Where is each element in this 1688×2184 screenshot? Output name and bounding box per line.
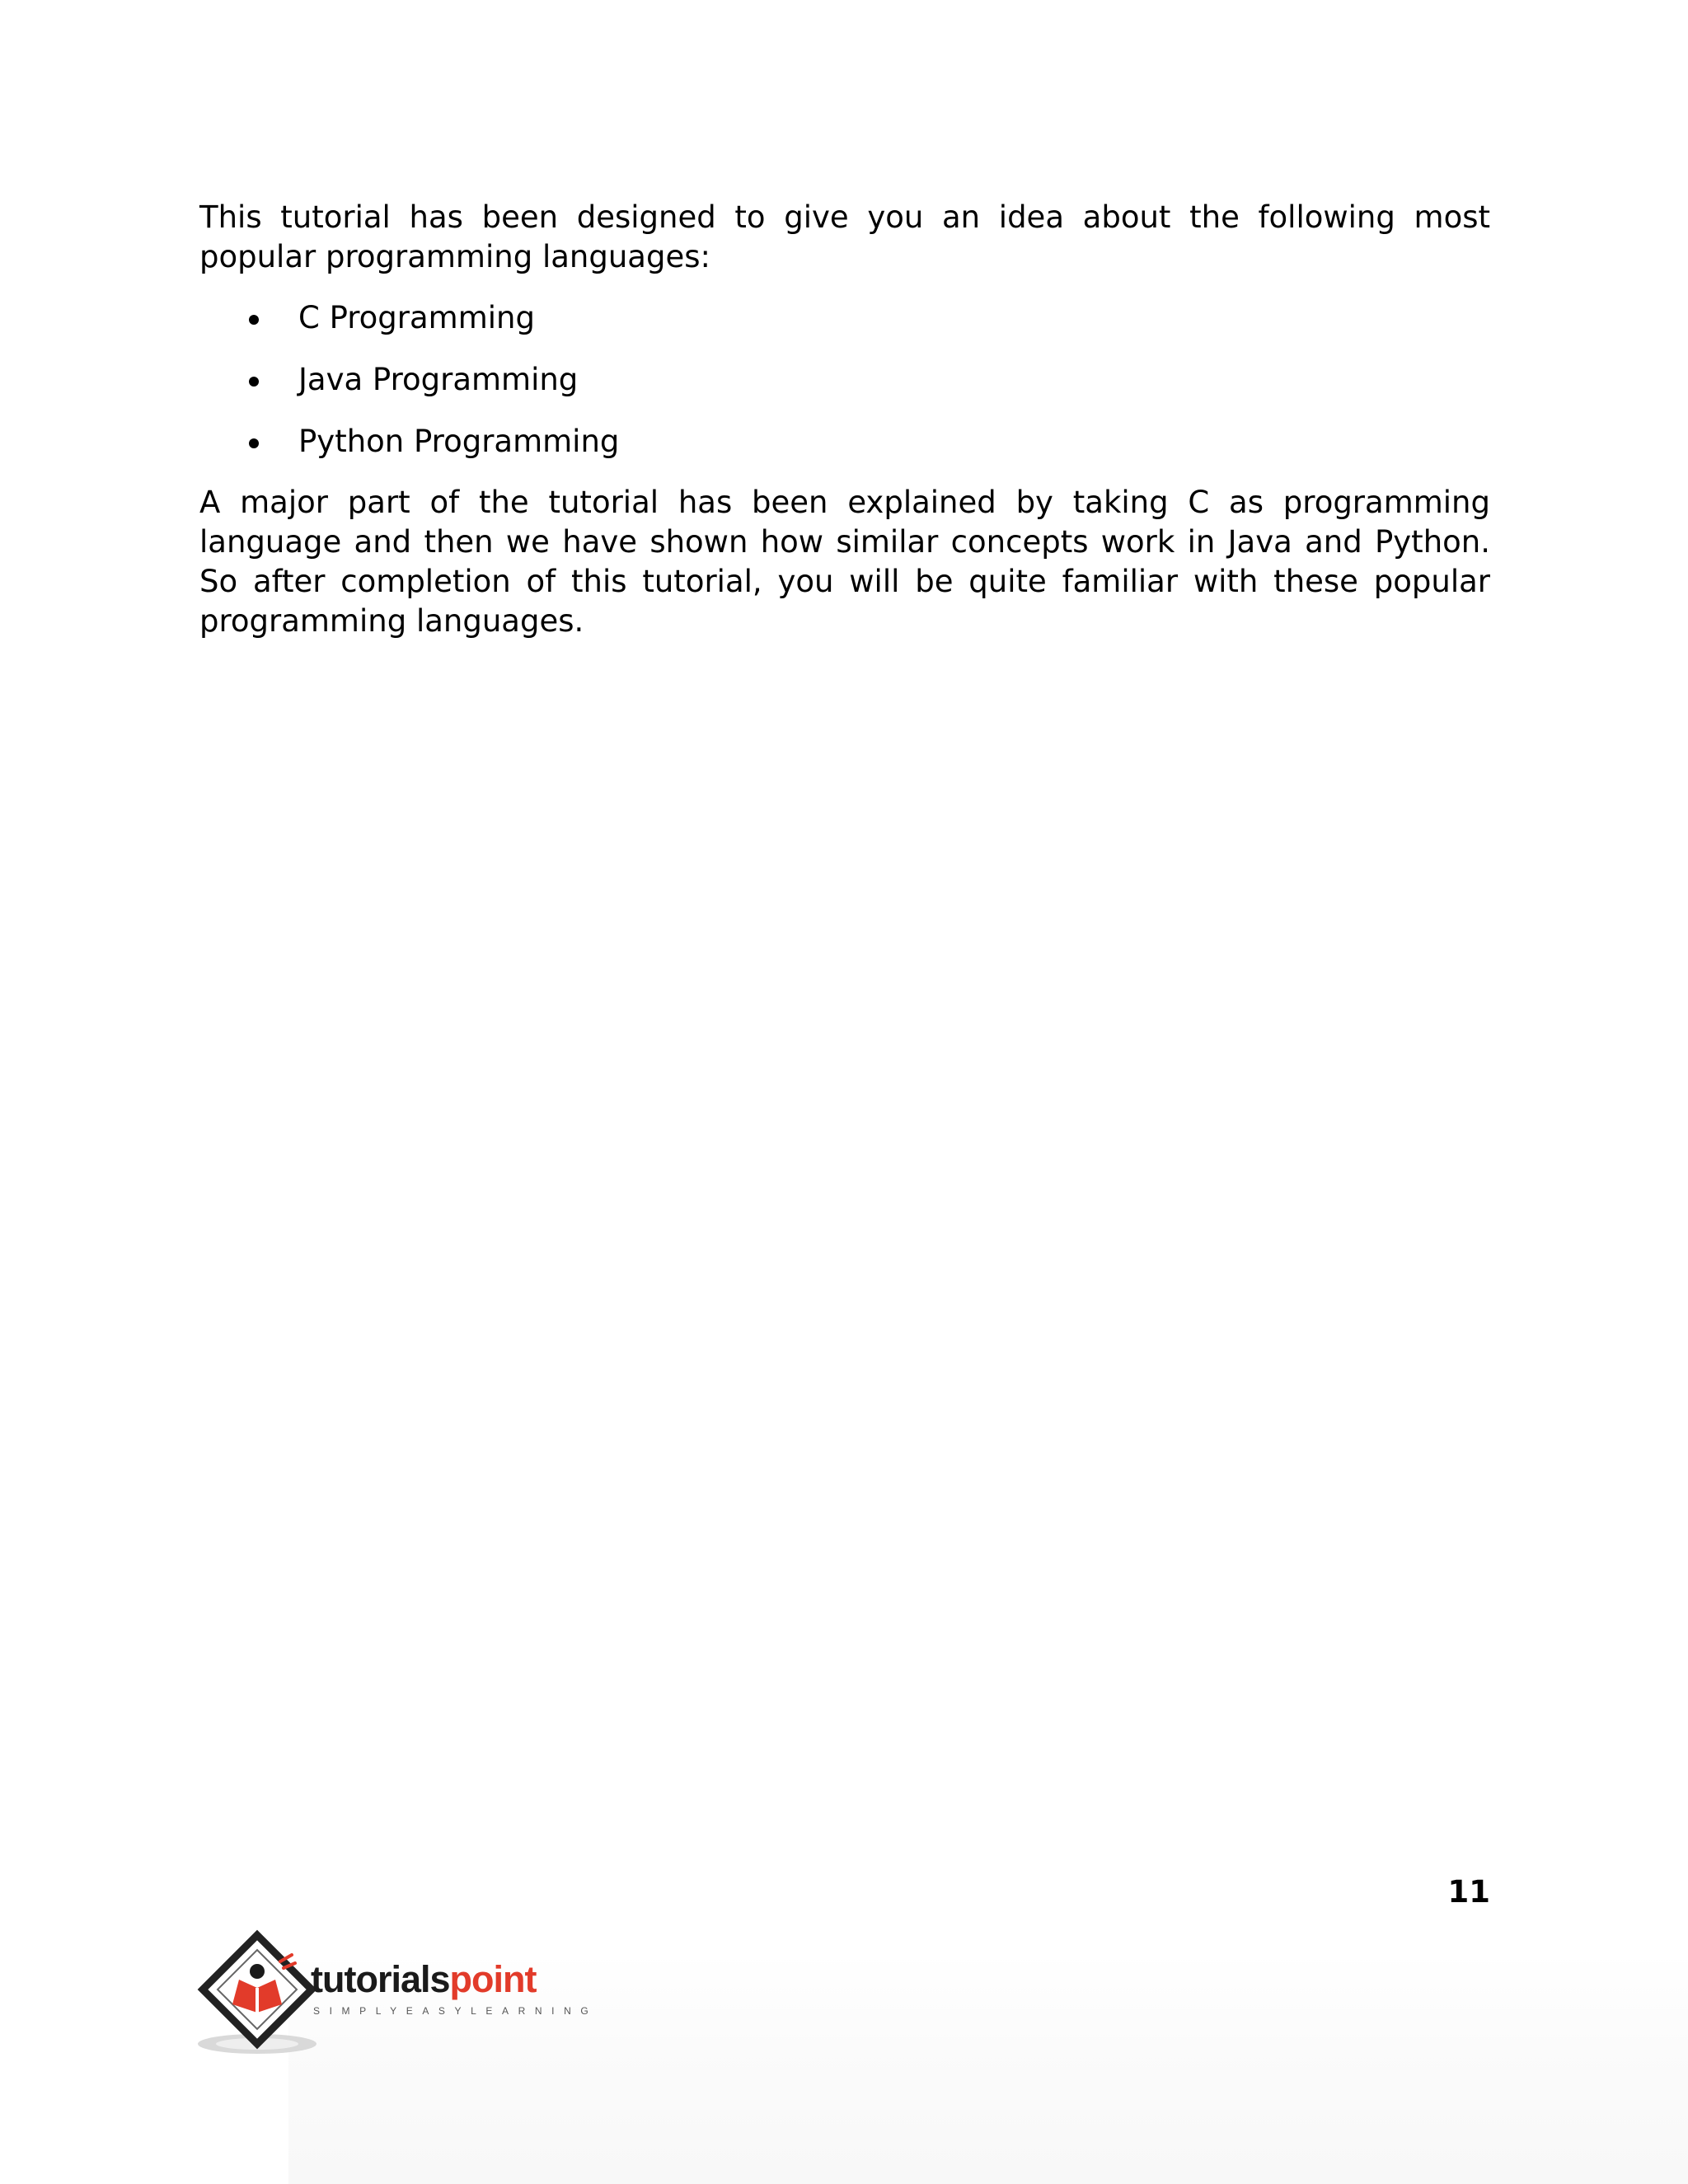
logo-word-primary: tutorials [311,1958,450,2000]
list-item-label: C Programming [298,300,535,335]
closing-paragraph: A major part of the tutorial has been explained by taking C as programming language and then we have shown how similar concepts work in Java and Python. So after completion of this tutorial, you will be quite familiar with these popular programming languages. [199,485,1490,639]
bullet-icon [249,377,259,387]
list-item-label: Java Programming [298,362,579,397]
language-list [199,298,1490,462]
tutorialspoint-logo [191,1929,620,2060]
tutorialspoint-diamond-logo-icon [191,1929,323,2060]
bullet-icon [249,438,259,448]
page-content [199,198,1490,641]
logo-wordmark [311,1958,536,2001]
bullet-icon [249,315,259,325]
list-item [199,422,1490,462]
page-number: 11 [1447,1874,1490,1910]
intro-paragraph: This tutorial has been designed to give you an idea about the following most popular programming languages: [199,199,1490,274]
list-item [199,360,1490,400]
list-item [199,298,1490,338]
logo-tagline: SIMPLYEASYLEARNING [313,2005,598,2017]
list-item-label: Python Programming [298,424,620,459]
logo-word-accent: point [449,1958,537,2000]
